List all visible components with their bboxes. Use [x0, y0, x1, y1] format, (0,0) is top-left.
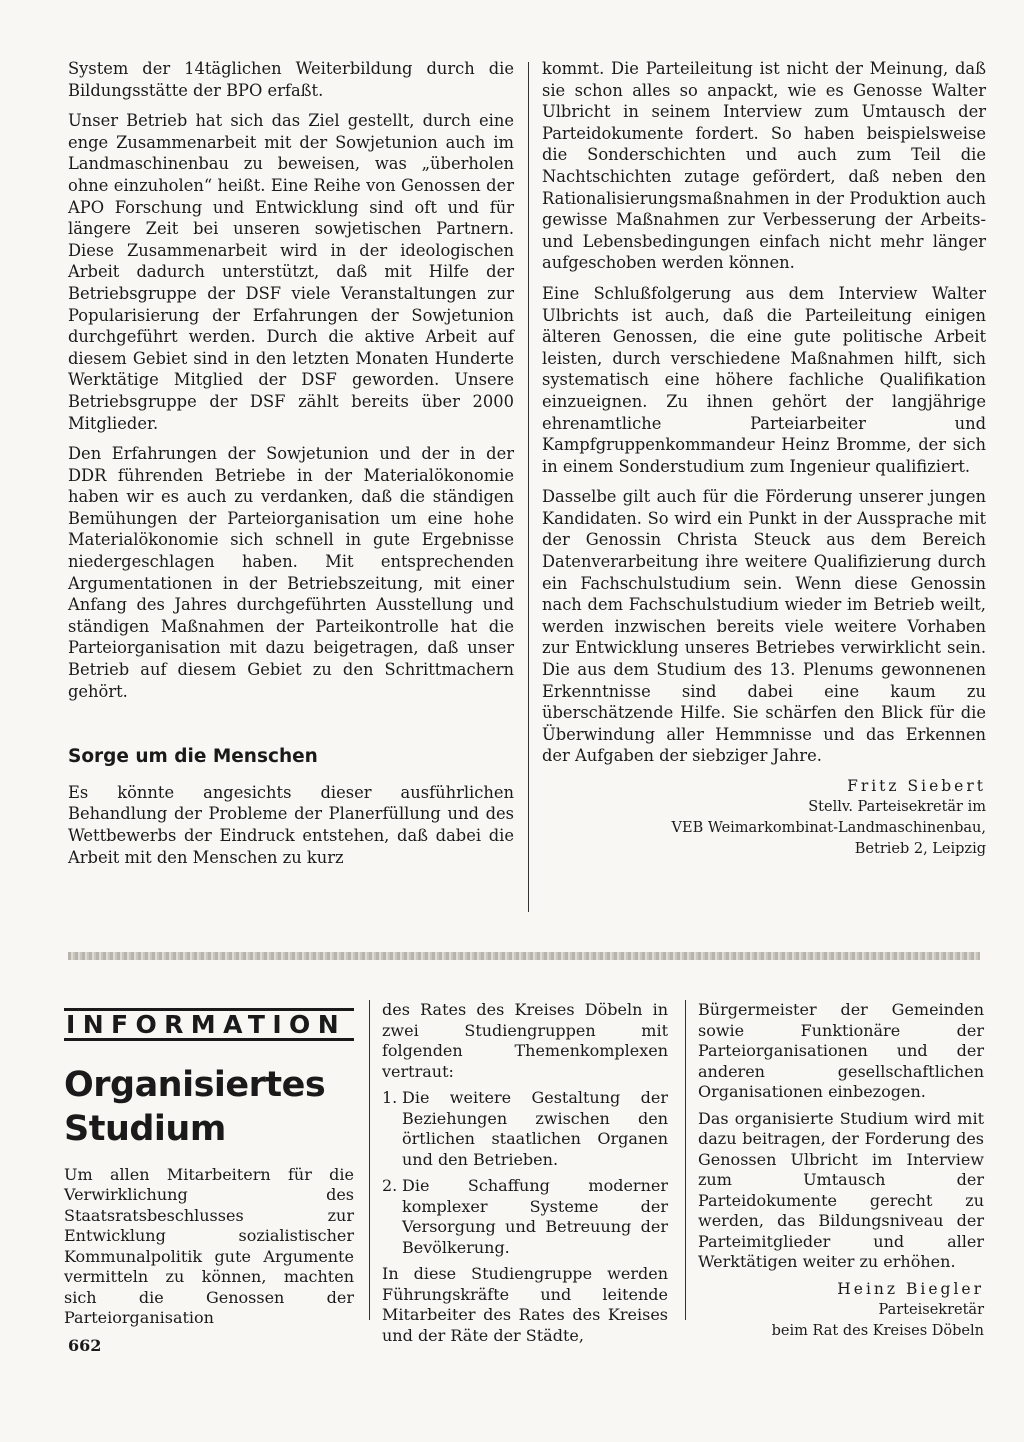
list-text: Die weitere Gestaltung der Beziehungen zwischen den örtlichen staatlichen Organen und den Betrieben.: [402, 1088, 668, 1169]
paragraph: Bürgermeister der Gemeinden sowie Funktionäre der Parteiorganisationen und der anderen gesellschaftlichen Organisationen einbezogen.: [698, 1000, 984, 1101]
paragraph: Das organisierte Studium wird mit dazu beitragen, der Forderung des Genossen Ulbricht im Interview zum Umtausch der Parteidokumente gerecht zu werden, das Bildungsniveau der Parteimitglieder und aller Werktätigen weiter zu erhöhen.: [698, 1108, 984, 1271]
column-divider: [528, 62, 529, 912]
info-column-1: [64, 1000, 354, 1335]
paragraph: Es könnte angesichts dieser ausführlichen Behandlung der Probleme der Planerfüllung und des Wettbewerbs der Eindruck entstehen, daß dabei die Arbeit mit den Menschen zu kurz: [68, 782, 514, 867]
list-number: 2.: [382, 1176, 398, 1195]
paragraph: System der 14täglichen Weiterbildung durch die Bildungsstätte der BPO erfaßt.: [68, 59, 514, 100]
right-column: [542, 58, 986, 860]
author-signature: [542, 776, 986, 860]
column-divider: [685, 1000, 686, 1320]
paragraph: Den Erfahrungen der Sowjetunion und der in der DDR führenden Betriebe in der Materialökonomie haben wir es auch zu verdanken, daß die ständigen Bemühungen der Parteiorganisation um eine hohe Materialökonomie sich schnell in gute Ergebnisse niedergeschlagen haben. Mit entsprechenden Argumentationen in der Betriebszeitung, mit einer Anfang des Jahres durchgeführten Ausstellung und ständigen Maßnahmen der Parteikontrolle hat die Parteiorganisation mit dazu beigetragen, daß unser Betrieb auf diesem Gebiet zu den Schrittmachern gehört.: [68, 444, 514, 701]
author-signature: [698, 1279, 984, 1342]
section-separator: [68, 952, 980, 960]
paragraph: kommt. Die Parteileitung ist nicht der Meinung, daß sie schon alles so anpackt, wie es Genosse Walter Ulbricht in seinem Interview zum Umtausch der Parteidokumente fordert. So haben beispielsweise die Sonderschichten und auch zum Teil die Nachtschichten zutage gefördert, daß neben den Rationalisierungsmaßnahmen in der Produktion auch gewisse Maßnahmen zur Verbesserung der Arbeits- und Lebensbedingungen einfach nicht mehr länger aufgeschoben werden können.: [542, 59, 986, 273]
article-title: [64, 1063, 354, 1151]
list-item: [382, 1088, 668, 1170]
info-banner: INFORMATION: [64, 1008, 354, 1041]
author-title-line: Parteisekretär: [878, 1301, 984, 1318]
author-title-line: Stellv. Parteisekretär im: [808, 799, 986, 815]
paragraph: Unser Betrieb hat sich das Ziel gestellt, durch eine enge Zusammenarbeit mit der Sowjetunion auch im Landmaschinenbau zu beweisen, was „überholen ohne einzuholen“ heißt. Eine Reihe von Genossen der APO Forschung und Entwicklung sind oft und für längere Zeit bei unseren sowjetischen Partnern. Diese Zusammenarbeit wird in der ideologischen Arbeit dadurch unterstützt, daß mit Hilfe der Betriebsgruppe der DSF viele Veranstaltungen zur Popularisierung der Erfahrungen der Sowjetunion durchgeführt werden. Durch die aktive Arbeit auf diesem Gebiet sind in den letzten Monaten Hunderte Werktätige Mitglied der DSF geworden. Unsere Betriebsgruppe der DSF zählt bereits über 2000 Mitglieder.: [68, 111, 514, 433]
left-column: [68, 58, 514, 877]
info-column-2: [382, 1000, 668, 1352]
paragraph: Eine Schlußfolgerung aus dem Interview Walter Ulbrichts ist auch, daß die Parteileitung einigen älteren Genossen, die eine gute politische Arbeit leisten, durch verschiedene Maßnahmen hilft, sich systematisch eine höhere fachliche Qualifikation einzueignen. Zu ihnen gehört der langjährige ehrenamtliche Parteiarbeiter und Kampfgruppenkommandeur Heinz Bromme, der sich in einem Sonderstudium zum Ingenieur qualifiziert.: [542, 283, 986, 476]
paragraph: Dasselbe gilt auch für die Förderung unserer jungen Kandidaten. So wird ein Punkt in der Aussprache mit der Genossin Christa Steuck aus dem Bereich Datenverarbeitung ihre weitere Qualifizierung durch ein Fachschulstudium sein. Wenn diese Genossin nach dem Fachschulstudium wieder im Betrieb weilt, werden inzwischen bereits viele weitere Vorhaben zur Entwicklung unseres Betriebes verwirklicht sein. Die aus dem Studium des 13. Plenums gewonnenen Erkenntnisse sind dabei eine kaum zu überschätzende Hilfe. Sie schärfen den Blick für die Überwindung aller Hemmnisse und das Erkennen der Aufgaben der siebziger Jahre.: [542, 487, 986, 766]
author-title-line: Betrieb 2, Leipzig: [854, 841, 986, 857]
author-name: Heinz Biegler: [837, 1279, 984, 1298]
author-title-line: VEB Weimarkombinat-Landmaschinenbau,: [671, 820, 986, 836]
list-text: Die Schaffung moderner komplexer Systeme der Versorgung und Betreuung der Bevölkerung.: [402, 1176, 668, 1257]
article-title-line: Studium: [64, 1108, 226, 1149]
column-divider: [369, 1000, 370, 1320]
article-title-line: Organisiertes: [64, 1064, 326, 1105]
paragraph: In diese Studiengruppe werden Führungskräfte und leitende Mitarbeiter des Rates des Kreises und der Räte der Städte,: [382, 1264, 668, 1345]
section-heading: Sorge um die Menschen: [68, 746, 318, 768]
list-number: 1.: [382, 1088, 398, 1107]
info-column-3: [698, 1000, 984, 1342]
author-title-line: beim Rat des Kreises Döbeln: [771, 1322, 984, 1339]
list-item: [382, 1176, 668, 1258]
page-number: 662: [68, 1336, 102, 1355]
paragraph: Um allen Mitarbeitern für die Verwirklichung des Staatsratsbeschlusses zur Entwicklung sozialistischer Kommunalpolitik gute Argumente vermitteln zu können, machten sich die Genossen der Parteiorganisation: [64, 1164, 354, 1327]
author-name: Fritz Siebert: [847, 777, 986, 795]
paragraph: des Rates des Kreises Döbeln in zwei Studiengruppen mit folgenden Themenkomplexen vertraut:: [382, 1000, 668, 1081]
